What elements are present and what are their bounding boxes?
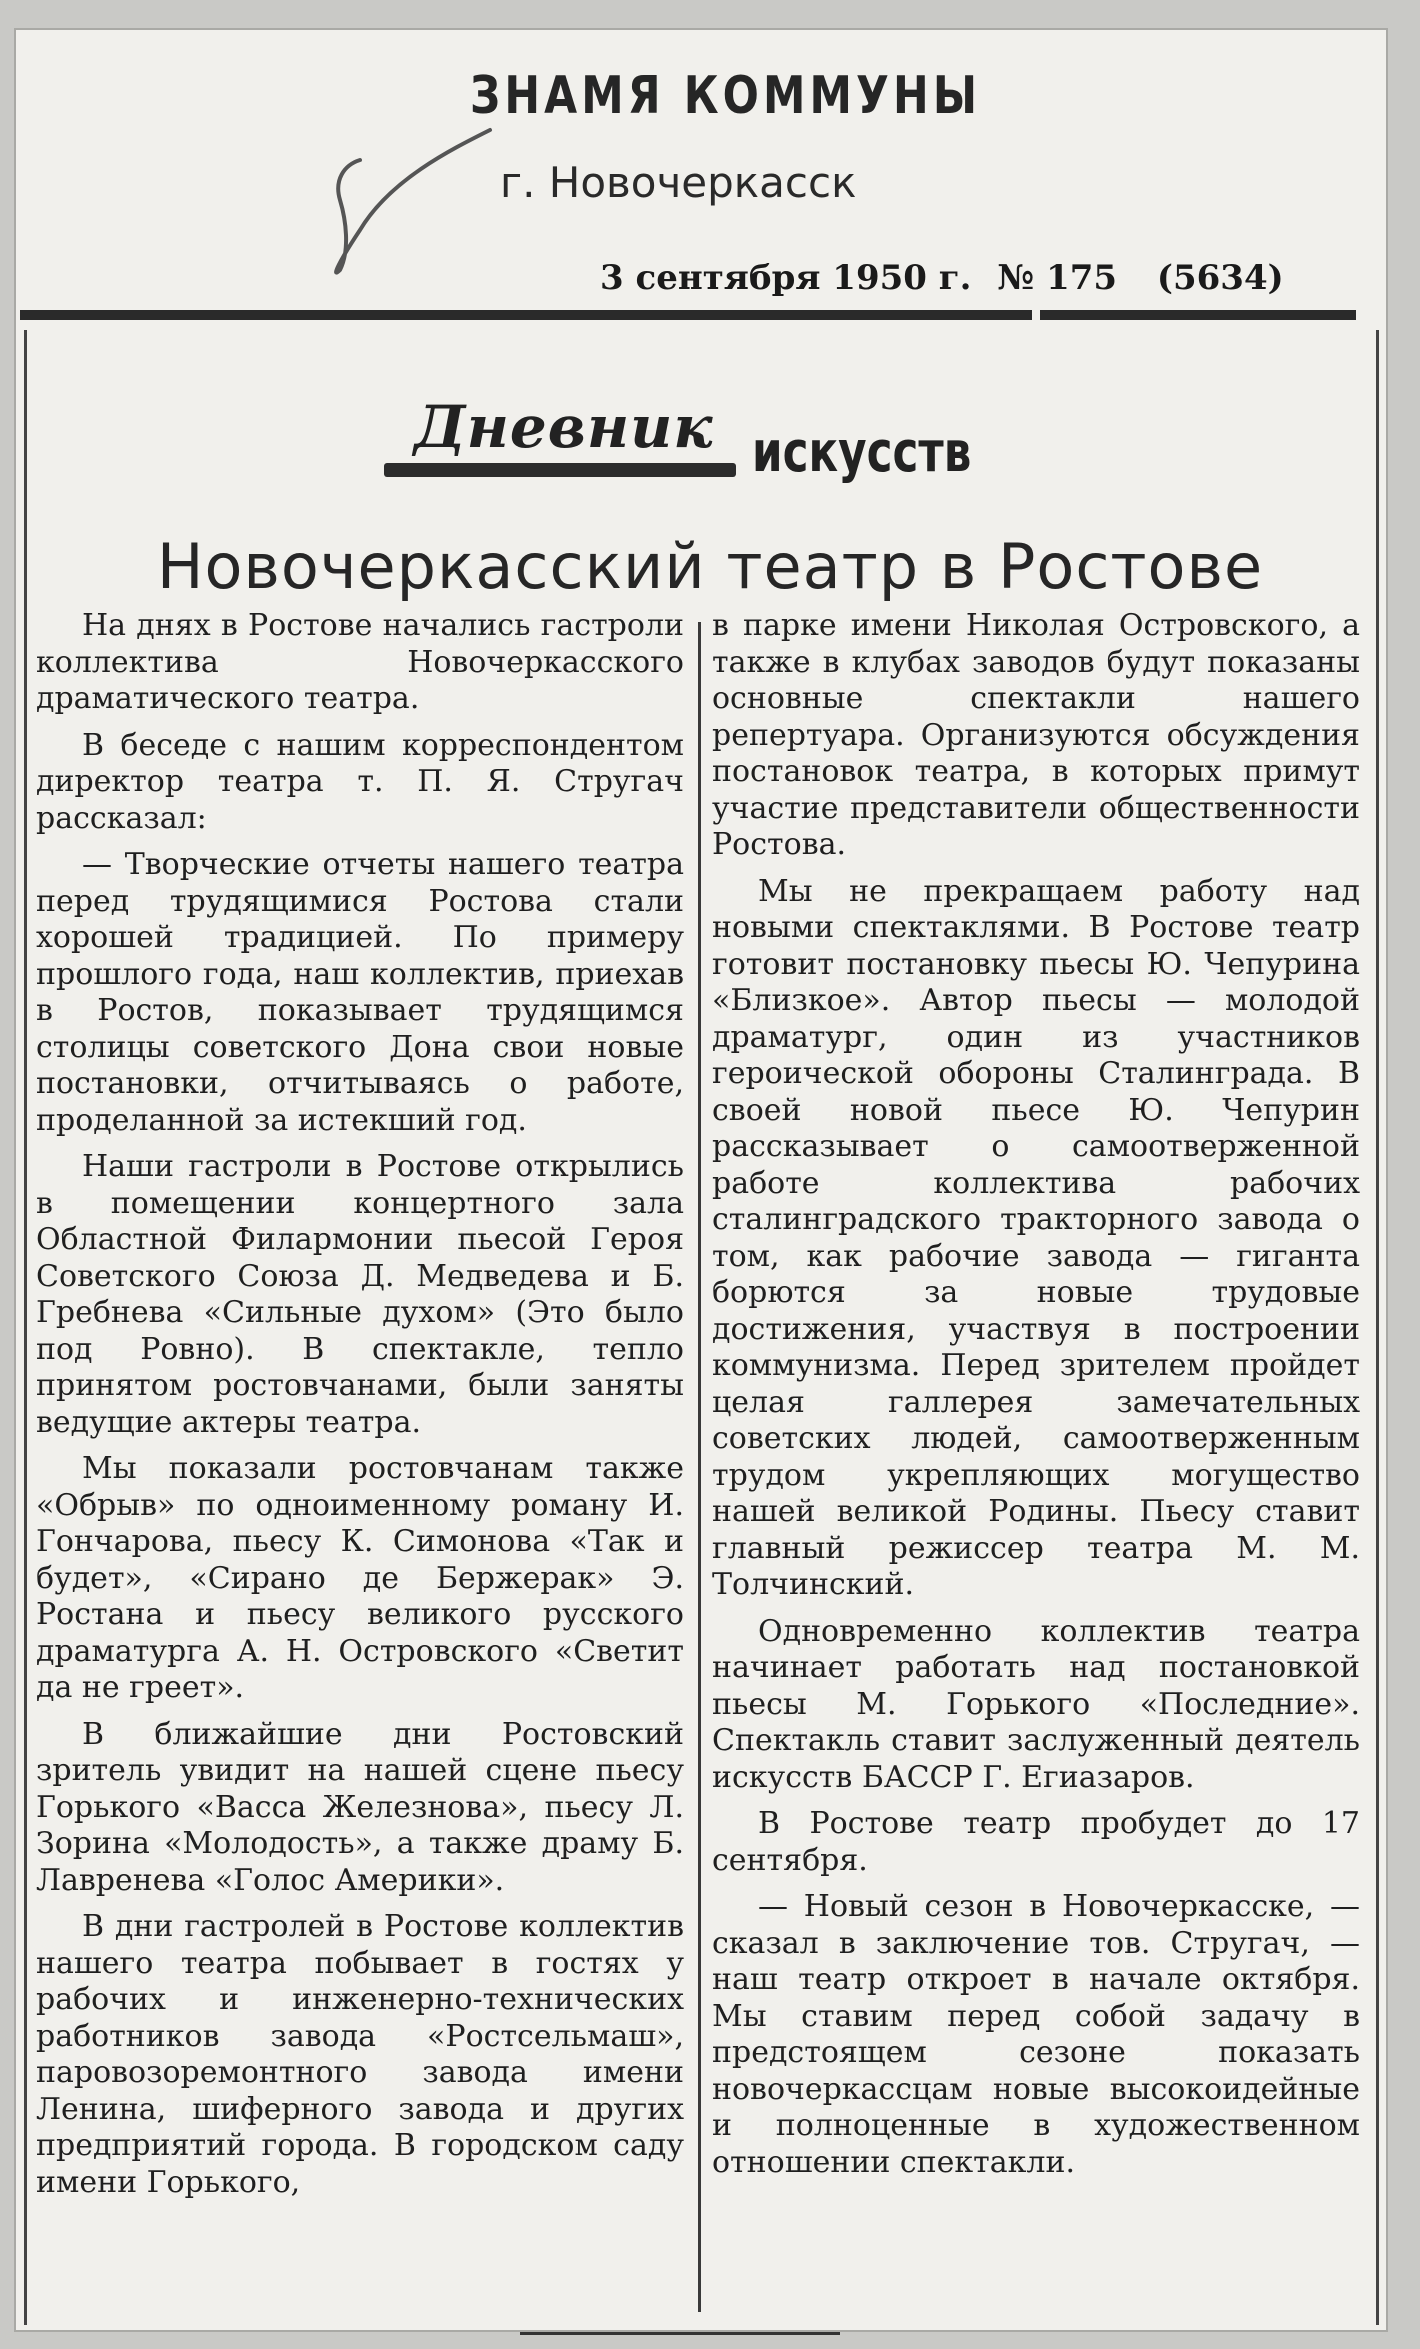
- rubric-logo: [384, 393, 736, 483]
- newspaper-name: ЗНАМЯ КОММУНЫ: [470, 66, 982, 126]
- paragraph: В беседе с нашим корреспондентом директор театра т. П. Я. Стругач рассказал:: [36, 727, 684, 836]
- paragraph: — Творческие отчеты нашего театра перед трудящимися Ростова стали хорошей традицией. По примеру прошлого года, наш коллектив, приехав в Ростов, показывает трудящимся столицы советского Дона свои новые постановки, отчитываясь о работе, проделанной за истекший год.: [36, 847, 684, 1138]
- article-headline: Новочеркасский театр в Ростове: [156, 530, 1264, 603]
- paragraph: Мы показали ростовчанам также «Обрыв» по одноименному роману И. Гончарова, пьесу К. Симонова «Так и будет», «Сирано де Бержерак» Э. Ростана и пьесу великого русского драматурга А. Н. Островского «Светит да не греет».: [36, 1451, 684, 1705]
- newspaper-city: г. Новочеркасск: [500, 158, 857, 207]
- issue-number: № 175: [997, 258, 1118, 298]
- issue-line: [600, 258, 1284, 298]
- column-divider: [698, 622, 701, 2312]
- paragraph: Одновременно коллектив театра начинает работать над постановкой пьесы М. Горького «Последние». Спектакль ставит заслуженный деятель искусств БАССР Г. Егиазаров.: [712, 1613, 1360, 1795]
- article-column-left: [36, 608, 684, 2211]
- paragraph: На днях в Ростове начались гастроли коллектива Новочеркасского драматического театра.: [36, 608, 684, 716]
- paragraph: Наши гастроли в Ростове открылись в помещении концертного зала Областной Филармонии пьесой Героя Советского Союза Д. Медведева и Б. Гребнева «Сильные духом» (Это было под Ровно). В спектакле, тепло принятом ростовчанами, были заняты ведущие актеры театра.: [36, 1149, 684, 1440]
- paragraph: В Ростове театр пробудет до 17 сентября.: [712, 1806, 1360, 1878]
- masthead-rule: [20, 310, 1032, 320]
- paragraph: В ближайшие дни Ростовский зритель увидит на нашей сцене пьесу Горького «Васса Железнова», пьесу Л. Зорина «Молодость», а также драму Б. Лавренева «Голос Америки».: [36, 1716, 684, 1898]
- rubric-word: искусств: [752, 420, 972, 485]
- rubric-underline: [384, 463, 736, 477]
- masthead-rule-short: [1040, 310, 1356, 320]
- paragraph: Мы не прекращаем работу над новыми спектаклями. В Ростове театр готовит постановку пьесы Ю. Чепурина «Близкое». Автор пьесы — молодой драматург, один из участников героической обороны Сталинграда. В своей новой пьесе Ю. Чепурин рассказывает о самоотверженной работе коллектива рабочих сталинградского тракторного завода о том, как рабочие завода — гиганта борются за новые трудовые достижения, участвуя в построении коммунизма. Перед зрителем пройдет целая галлерея замечательных советских людей, самоотверженным трудом укрепляющих могущество нашей великой Родины. Пьесу ставит главный режиссер театра М. М. Толчинский.: [712, 873, 1360, 1602]
- handwritten-mark: [300, 120, 500, 290]
- paragraph: в парке имени Николая Островского, а также в клубах заводов будут показаны основные спектакли нашего репертуара. Организуются обсуждения постановок театра, в которых примут участие представители общественности Ростова.: [712, 608, 1360, 862]
- rubric-script-word: Дневник: [414, 393, 714, 461]
- paragraph: В дни гастролей в Ростове коллектив нашего театра побывает в гостях у рабочих и инженерно-технических работников завода «Ростсельмаш», паровозоремонтного завода имени Ленина, шиферного завода и других предприятий города. В городском саду имени Горького,: [36, 1909, 684, 2200]
- column-border-right: [1376, 330, 1379, 2325]
- paragraph: — Новый сезон в Новочеркасске, — сказал в заключение тов. Стругач, — наш театр откроет в начале октября. Мы ставим перед собой задачу в предстоящем сезоне показать новочеркассцам новые высокоидейные и полноценные в художественном отношении спектакли.: [712, 1889, 1360, 2180]
- column-border-left: [24, 330, 27, 2325]
- article-column-right: [712, 608, 1360, 2191]
- archive-number: (5634): [1156, 258, 1284, 298]
- end-rule: [520, 2332, 840, 2335]
- issue-date: 3 сентября 1950 г.: [600, 258, 972, 298]
